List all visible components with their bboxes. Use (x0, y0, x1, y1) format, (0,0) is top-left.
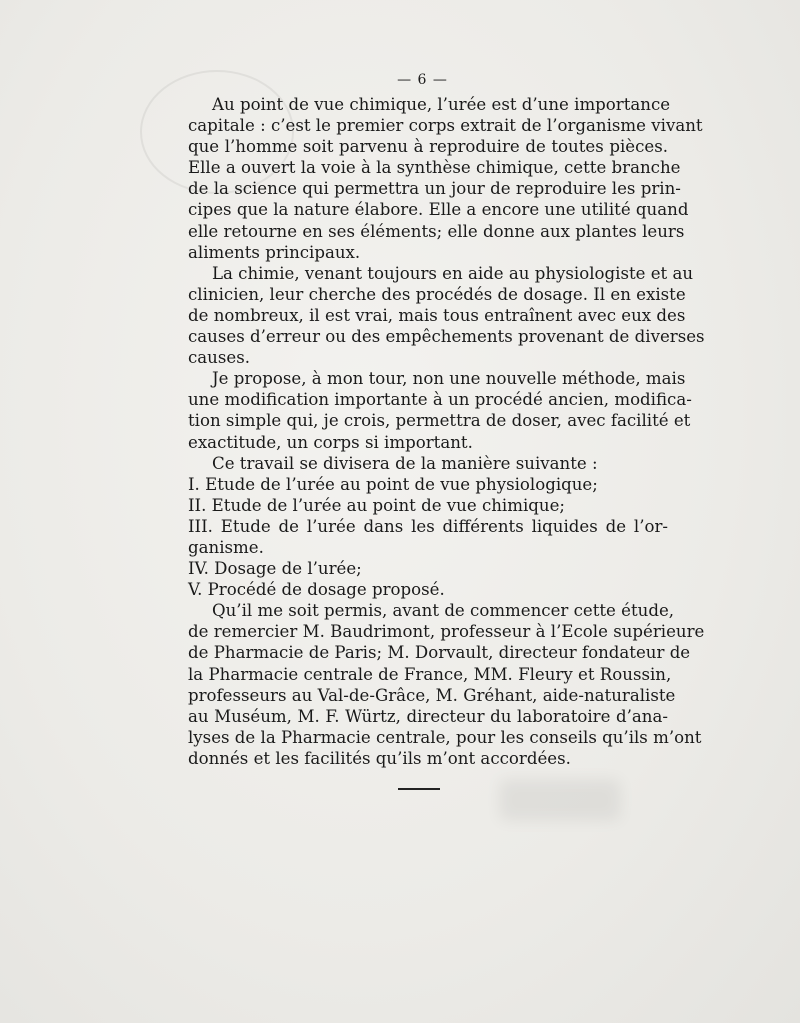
text-line: de remercier M. Baudrimont, professeur à l’Ecole supérieure (188, 622, 705, 642)
text-line: au Muséum, M. F. Würtz, directeur du laboratoire d’ana- (188, 706, 668, 726)
text-line: capitale : c’est le premier corps extrait de l’organisme vivant (188, 116, 703, 136)
text-line: ganisme. (188, 537, 264, 557)
text-line: III. Etude de l’urée dans les différents liquides de l’or- (188, 516, 668, 536)
text-line: professeurs au Val-de-Grâce, M. Gréhant, aide-naturaliste (188, 685, 676, 705)
text-line: Je propose, à mon tour, non une nouvelle méthode, mais (212, 369, 686, 389)
text-line: de nombreux, il est vrai, mais tous entraînent avec eux des (188, 305, 686, 325)
text-line: cipes que la nature élabore. Elle a encore une utilité quand (188, 200, 689, 220)
text-line: clinicien, leur cherche des procédés de dosage. Il en existe (188, 284, 686, 304)
text-line: causes. (188, 348, 250, 368)
text-line: II. Etude de l’urée au point de vue chimique; (188, 495, 566, 515)
text-line: Au point de vue chimique, l’urée est d’une importance (212, 95, 671, 114)
text-line: que l’homme soit parvenu à reproduire de toutes pièces. (188, 137, 668, 157)
body-text (188, 94, 705, 769)
text-line: La chimie, venant toujours en aide au physiologiste et au (212, 263, 694, 283)
text-line: elle retourne en ses éléments; elle donne aux plantes leurs (188, 221, 685, 241)
text-line: tion simple qui, je crois, permettra de doser, avec facilité et (188, 411, 691, 431)
page-number: — 6 — (397, 72, 448, 88)
text-line: Qu’il me soit permis, avant de commencer cette étude, (212, 601, 675, 621)
text-line: une modification importante à un procédé ancien, modifica- (188, 390, 692, 410)
text-line: causes d’erreur ou des empêchements provenant de diverses (188, 327, 705, 347)
text-line: aliments principaux. (188, 242, 361, 262)
bleed-through-shadow (500, 780, 620, 820)
text-line: V. Procédé de dosage proposé. (188, 580, 445, 600)
text-line: lyses de la Pharmacie centrale, pour les conseils qu’ils m’ont (188, 727, 702, 747)
text-line: Ce travail se divisera de la manière suivante : (212, 453, 598, 473)
text-line: exactitude, un corps si important. (188, 432, 473, 452)
text-line: IV. Dosage de l’urée; (188, 559, 362, 579)
text-line: de Pharmacie de Paris; M. Dorvault, directeur fondateur de (188, 643, 691, 663)
text-line: donnés et les facilités qu’ils m’ont accordées. (188, 748, 571, 768)
text-line: de la science qui permettra un jour de reproduire les prin- (188, 179, 681, 199)
end-rule (398, 788, 440, 790)
text-line: la Pharmacie centrale de France, MM. Fleury et Roussin, (188, 664, 672, 684)
text-line: Elle a ouvert la voie à la synthèse chimique, cette branche (188, 158, 681, 178)
text-line: I. Etude de l’urée au point de vue physiologique; (188, 474, 598, 494)
